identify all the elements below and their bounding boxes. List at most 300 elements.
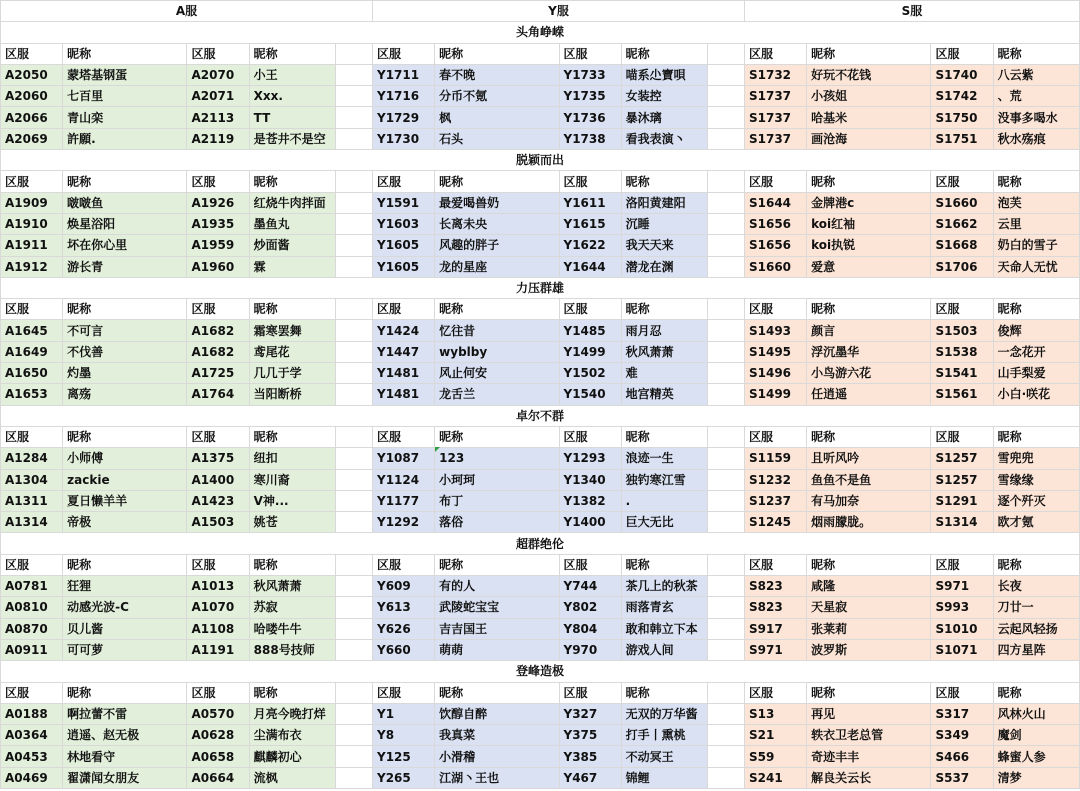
nickname-cell: 忆往昔 [435, 320, 559, 341]
region-cell: A1959 [187, 235, 249, 256]
region-cell: S1538 [931, 341, 993, 362]
region-column-label: 区服 [1, 299, 63, 320]
nickname-cell: 且听风吟 [807, 448, 931, 469]
nickname-column-label: 昵称 [63, 171, 187, 192]
region-cell: Y1485 [559, 320, 621, 341]
nickname-cell: 云里 [993, 213, 1079, 234]
nickname-cell: 纽扣 [249, 448, 335, 469]
table-row [1, 703, 1080, 724]
spacer-cell [335, 235, 372, 256]
region-cell: Y1615 [559, 213, 621, 234]
nickname-cell: 长离未央 [435, 213, 559, 234]
nickname-cell: 看我表演丶 [621, 128, 707, 149]
nickname-column-label: 昵称 [249, 682, 335, 703]
nickname-cell: 萌萌 [435, 639, 559, 660]
nickname-column-label: 昵称 [621, 171, 707, 192]
region-cell: A2066 [1, 107, 63, 128]
region-column-label: 区服 [931, 299, 993, 320]
region-cell: Y1481 [373, 384, 435, 405]
section-title: 力压群雄 [1, 277, 1080, 298]
region-column-label: 区服 [187, 171, 249, 192]
region-cell: Y125 [373, 746, 435, 767]
region-cell: A1653 [1, 384, 63, 405]
region-cell: A0658 [187, 746, 249, 767]
region-cell: S1742 [931, 86, 993, 107]
nickname-cell: 喵系尐寶唄 [621, 64, 707, 85]
nickname-column-label: 昵称 [621, 43, 707, 64]
nickname-cell: 灼墨 [63, 363, 187, 384]
region-column-label: 区服 [931, 43, 993, 64]
region-cell: Y467 [559, 767, 621, 788]
region-cell: A1314 [1, 512, 63, 533]
nickname-cell: 秋风萧萧 [249, 576, 335, 597]
section-title-row [1, 661, 1080, 682]
nickname-column-label: 昵称 [63, 426, 187, 447]
region-column-label: 区服 [559, 43, 621, 64]
nickname-cell: 麒麟初心 [249, 746, 335, 767]
nickname-cell: 林地看守 [63, 746, 187, 767]
region-cell: A1070 [187, 597, 249, 618]
region-cell: Y1424 [373, 320, 435, 341]
region-cell: A1725 [187, 363, 249, 384]
nickname-cell: 蜂蜜人参 [993, 746, 1079, 767]
nickname-cell: 小师傅 [63, 448, 187, 469]
nickname-cell: 一念花开 [993, 341, 1079, 362]
region-cell: S1656 [744, 235, 806, 256]
nickname-cell: 姚苍 [249, 512, 335, 533]
region-cell: S1257 [931, 469, 993, 490]
nickname-cell: 我真菜 [435, 725, 559, 746]
nickname-cell: 风止何安 [435, 363, 559, 384]
table-row [1, 64, 1080, 85]
nickname-column-label: 昵称 [993, 171, 1079, 192]
nickname-cell: 欧才氪 [993, 512, 1079, 533]
nickname-cell: 許願. [63, 128, 187, 149]
nickname-cell: 解良关云长 [807, 767, 931, 788]
region-cell: S1656 [744, 213, 806, 234]
column-label-row [1, 171, 1080, 192]
region-column-label: 区服 [744, 43, 806, 64]
section-title-row [1, 22, 1080, 43]
nickname-cell: 红烧牛肉拌面 [249, 192, 335, 213]
nickname-cell: 蒙塔基钢蛋 [63, 64, 187, 85]
nickname-cell: 地宫精英 [621, 384, 707, 405]
column-label-row [1, 554, 1080, 575]
region-column-label: 区服 [187, 426, 249, 447]
nickname-cell: 雪兜兜 [993, 448, 1079, 469]
spacer-cell [707, 341, 744, 362]
nickname-cell: 茶几上的秋茶 [621, 576, 707, 597]
region-cell: S1561 [931, 384, 993, 405]
region-cell: S1232 [744, 469, 806, 490]
region-cell: Y1611 [559, 192, 621, 213]
region-cell: A2071 [187, 86, 249, 107]
spacer-cell [707, 597, 744, 618]
region-cell: Y1499 [559, 341, 621, 362]
nickname-cell: 再见 [807, 703, 931, 724]
nickname-cell: 小白·咲花 [993, 384, 1079, 405]
region-cell: A2069 [1, 128, 63, 149]
region-cell: S823 [744, 597, 806, 618]
nickname-cell: 霜寒罢舞 [249, 320, 335, 341]
nickname-cell: 小王 [249, 64, 335, 85]
region-cell: Y660 [373, 639, 435, 660]
spacer-cell [707, 171, 744, 192]
nickname-cell: 浪迹一生 [621, 448, 707, 469]
table-row [1, 746, 1080, 767]
region-column-label: 区服 [187, 299, 249, 320]
nickname-column-label: 昵称 [435, 682, 559, 703]
region-cell: Y1603 [373, 213, 435, 234]
spacer-cell [335, 107, 372, 128]
spacer-cell [707, 746, 744, 767]
nickname-cell: 枫 [435, 107, 559, 128]
region-cell: Y1 [373, 703, 435, 724]
table-row [1, 597, 1080, 618]
column-label-row [1, 299, 1080, 320]
spacer-cell [707, 618, 744, 639]
region-column-label: 区服 [744, 426, 806, 447]
region-cell: A1284 [1, 448, 63, 469]
region-cell: S1740 [931, 64, 993, 85]
nickname-cell: 有马加奈 [807, 490, 931, 511]
nickname-cell: . [621, 490, 707, 511]
nickname-cell: 尘满布衣 [249, 725, 335, 746]
nickname-cell: wyblby [435, 341, 559, 362]
region-cell: Y1735 [559, 86, 621, 107]
region-cell: S1706 [931, 256, 993, 277]
nickname-column-label: 昵称 [435, 426, 559, 447]
region-cell: A0628 [187, 725, 249, 746]
region-cell: Y970 [559, 639, 621, 660]
cell-comment-flag-icon [435, 448, 440, 453]
region-cell: S59 [744, 746, 806, 767]
region-cell: A1645 [1, 320, 63, 341]
nickname-column-label: 昵称 [993, 299, 1079, 320]
nickname-cell: 山手梨爱 [993, 363, 1079, 384]
region-cell: S537 [931, 767, 993, 788]
nickname-column-label: 昵称 [435, 171, 559, 192]
table-row [1, 256, 1080, 277]
region-cell: A1935 [187, 213, 249, 234]
region-cell: Y626 [373, 618, 435, 639]
nickname-cell: 雪缘缘 [993, 469, 1079, 490]
section-title-row [1, 405, 1080, 426]
region-cell: A0453 [1, 746, 63, 767]
nickname-cell: 咸隆 [807, 576, 931, 597]
region-column-label: 区服 [744, 554, 806, 575]
region-cell: A1912 [1, 256, 63, 277]
region-column-label: 区服 [1, 554, 63, 575]
nickname-column-label: 昵称 [435, 554, 559, 575]
nickname-cell: Xxx. [249, 86, 335, 107]
region-cell: S1541 [931, 363, 993, 384]
spacer-cell [707, 107, 744, 128]
table-row [1, 639, 1080, 660]
spacer-cell [335, 703, 372, 724]
region-cell: A1108 [187, 618, 249, 639]
region-cell: S13 [744, 703, 806, 724]
table-row [1, 192, 1080, 213]
section-title: 登峰造极 [1, 661, 1080, 682]
spacer-cell [707, 639, 744, 660]
nickname-cell: 不可言 [63, 320, 187, 341]
spacer-cell [335, 64, 372, 85]
nickname-column-label: 昵称 [807, 682, 931, 703]
region-cell: A1764 [187, 384, 249, 405]
spacer-cell [335, 171, 372, 192]
region-cell: Y1730 [373, 128, 435, 149]
region-cell: S1737 [744, 86, 806, 107]
nickname-column-label: 昵称 [249, 554, 335, 575]
nickname-cell: 坏在你心里 [63, 235, 187, 256]
nickname-column-label: 昵称 [63, 682, 187, 703]
spacer-cell [707, 703, 744, 724]
nickname-cell: 敢和韩立下本 [621, 618, 707, 639]
region-cell: A2050 [1, 64, 63, 85]
nickname-cell: 烟雨朦胧。 [807, 512, 931, 533]
region-cell: A0188 [1, 703, 63, 724]
region-cell: Y1738 [559, 128, 621, 149]
nickname-cell: koi执锐 [807, 235, 931, 256]
region-column-label: 区服 [373, 43, 435, 64]
table-row [1, 86, 1080, 107]
region-column-label: 区服 [559, 682, 621, 703]
nickname-cell: 奶白的雪子 [993, 235, 1079, 256]
nickname-cell: 苏寂 [249, 597, 335, 618]
group-header-row [1, 1, 1080, 22]
table-row [1, 213, 1080, 234]
region-column-label: 区服 [559, 426, 621, 447]
column-label-row [1, 43, 1080, 64]
region-cell: A0469 [1, 767, 63, 788]
region-cell: S1499 [744, 384, 806, 405]
region-cell: Y327 [559, 703, 621, 724]
region-cell: A1191 [187, 639, 249, 660]
region-cell: S823 [744, 576, 806, 597]
nickname-cell: 哈喽牛牛 [249, 618, 335, 639]
spacer-cell [707, 192, 744, 213]
region-cell: S1660 [931, 192, 993, 213]
nickname-cell: 落俗 [435, 512, 559, 533]
region-cell: Y804 [559, 618, 621, 639]
nickname-cell: 焕星浴阳 [63, 213, 187, 234]
region-cell: S1010 [931, 618, 993, 639]
region-cell: A0781 [1, 576, 63, 597]
region-cell: A1311 [1, 490, 63, 511]
spacer-cell [707, 554, 744, 575]
nickname-cell: 墨鱼丸 [249, 213, 335, 234]
group-header-y: Y服 [373, 1, 745, 22]
section-title: 卓尔不群 [1, 405, 1080, 426]
region-cell: A1682 [187, 341, 249, 362]
region-cell: A1423 [187, 490, 249, 511]
region-cell: S241 [744, 767, 806, 788]
region-cell: Y1340 [559, 469, 621, 490]
nickname-cell: 四方星阵 [993, 639, 1079, 660]
region-column-label: 区服 [744, 171, 806, 192]
nickname-column-label: 昵称 [621, 299, 707, 320]
region-column-label: 区服 [931, 682, 993, 703]
region-cell: A0911 [1, 639, 63, 660]
section-title: 脱颖而出 [1, 150, 1080, 171]
region-cell: Y1605 [373, 235, 435, 256]
nickname-cell: 龙的星座 [435, 256, 559, 277]
region-cell: A1910 [1, 213, 63, 234]
nickname-cell: 魔剑 [993, 725, 1079, 746]
nickname-cell: 风林火山 [993, 703, 1079, 724]
nickname-cell: 雨落青玄 [621, 597, 707, 618]
spacer-cell [707, 767, 744, 788]
nickname-cell: 刀廿一 [993, 597, 1079, 618]
region-cell: S1737 [744, 107, 806, 128]
nickname-cell: 不动冥王 [621, 746, 707, 767]
region-column-label: 区服 [931, 426, 993, 447]
spacer-cell [335, 746, 372, 767]
region-column-label: 区服 [187, 682, 249, 703]
spacer-cell [335, 554, 372, 575]
nickname-cell: 武陵蛇宝宝 [435, 597, 559, 618]
nickname-column-label: 昵称 [807, 171, 931, 192]
nickname-column-label: 昵称 [435, 299, 559, 320]
spacer-cell [707, 448, 744, 469]
nickname-cell: 八云紫 [993, 64, 1079, 85]
region-cell: A0870 [1, 618, 63, 639]
region-cell: Y1736 [559, 107, 621, 128]
nickname-cell: 、荒 [993, 86, 1079, 107]
region-cell: A1013 [187, 576, 249, 597]
nickname-column-label: 昵称 [249, 43, 335, 64]
region-cell: A1375 [187, 448, 249, 469]
region-cell: A1911 [1, 235, 63, 256]
section-title-row [1, 277, 1080, 298]
spacer-cell [335, 341, 372, 362]
nickname-cell: 123 [435, 448, 559, 469]
region-cell: A1503 [187, 512, 249, 533]
nickname-cell: 流枫 [249, 767, 335, 788]
nickname-column-label: 昵称 [807, 299, 931, 320]
region-cell: S1314 [931, 512, 993, 533]
spacer-cell [707, 682, 744, 703]
nickname-cell: 沉睡 [621, 213, 707, 234]
nickname-cell: 俊辉 [993, 320, 1079, 341]
region-cell: Y1729 [373, 107, 435, 128]
region-cell: Y802 [559, 597, 621, 618]
region-cell: S1237 [744, 490, 806, 511]
nickname-cell: 龙舌兰 [435, 384, 559, 405]
nickname-cell: 逍遥、赵无极 [63, 725, 187, 746]
table-row [1, 767, 1080, 788]
table-row [1, 363, 1080, 384]
nickname-cell: 啵啵鱼 [63, 192, 187, 213]
nickname-cell: 青山栾 [63, 107, 187, 128]
spacer-cell [707, 64, 744, 85]
nickname-cell: 泡芙 [993, 192, 1079, 213]
nickname-cell: 浮沉墨华 [807, 341, 931, 362]
nickname-cell: 风趣的胖子 [435, 235, 559, 256]
region-cell: A1960 [187, 256, 249, 277]
section-title: 头角峥嵘 [1, 22, 1080, 43]
region-cell: S1159 [744, 448, 806, 469]
region-cell: Y1177 [373, 490, 435, 511]
region-cell: S1071 [931, 639, 993, 660]
region-cell: S1245 [744, 512, 806, 533]
region-cell: S1496 [744, 363, 806, 384]
column-label-row [1, 682, 1080, 703]
spacer-cell [335, 43, 372, 64]
region-cell: S1750 [931, 107, 993, 128]
spacer-cell [707, 426, 744, 447]
spacer-cell [335, 469, 372, 490]
nickname-column-label: 昵称 [807, 554, 931, 575]
nickname-cell: 好玩不花钱 [807, 64, 931, 85]
region-cell: Y1711 [373, 64, 435, 85]
nickname-cell: 金牌港c [807, 192, 931, 213]
nickname-cell: koi红袖 [807, 213, 931, 234]
nickname-cell: 逐个歼灭 [993, 490, 1079, 511]
spacer-cell [335, 448, 372, 469]
region-cell: Y1292 [373, 512, 435, 533]
nickname-cell: 任逍遥 [807, 384, 931, 405]
nickname-cell: 暴沐璃 [621, 107, 707, 128]
nickname-cell: 难 [621, 363, 707, 384]
column-label-row [1, 426, 1080, 447]
table-row [1, 725, 1080, 746]
nickname-cell: 夏日懒羊羊 [63, 490, 187, 511]
region-cell: Y1622 [559, 235, 621, 256]
table-row [1, 490, 1080, 511]
region-cell: Y1716 [373, 86, 435, 107]
region-cell: Y385 [559, 746, 621, 767]
nickname-cell: 最爱喝兽奶 [435, 192, 559, 213]
spacer-cell [335, 299, 372, 320]
region-cell: Y1540 [559, 384, 621, 405]
nickname-cell: 独钓寒江雪 [621, 469, 707, 490]
section-title-row [1, 533, 1080, 554]
group-header-a: A服 [1, 1, 373, 22]
region-cell: S21 [744, 725, 806, 746]
nickname-cell: 哈基米 [807, 107, 931, 128]
nickname-cell: 春不晚 [435, 64, 559, 85]
nickname-column-label: 昵称 [63, 43, 187, 64]
nickname-cell: 布丁 [435, 490, 559, 511]
spacer-cell [707, 213, 744, 234]
nickname-column-label: 昵称 [621, 426, 707, 447]
nickname-cell: 是苍井不是空 [249, 128, 335, 149]
nickname-column-label: 昵称 [621, 554, 707, 575]
nickname-cell: 几几于学 [249, 363, 335, 384]
region-cell: S349 [931, 725, 993, 746]
region-column-label: 区服 [187, 43, 249, 64]
nickname-cell: 天命人无忧 [993, 256, 1079, 277]
region-cell: Y744 [559, 576, 621, 597]
region-cell: Y375 [559, 725, 621, 746]
nickname-cell: 分币不氪 [435, 86, 559, 107]
section-title-row [1, 150, 1080, 171]
spacer-cell [335, 363, 372, 384]
nickname-cell: 长夜 [993, 576, 1079, 597]
spacer-cell [707, 512, 744, 533]
region-cell: Y1591 [373, 192, 435, 213]
spacer-cell [335, 618, 372, 639]
region-cell: S1493 [744, 320, 806, 341]
region-cell: Y1087 [373, 448, 435, 469]
nickname-cell: 鸢尾花 [249, 341, 335, 362]
spacer-cell [335, 86, 372, 107]
region-column-label: 区服 [744, 299, 806, 320]
nickname-cell: 炒面酱 [249, 235, 335, 256]
nickname-cell: 没事多喝水 [993, 107, 1079, 128]
